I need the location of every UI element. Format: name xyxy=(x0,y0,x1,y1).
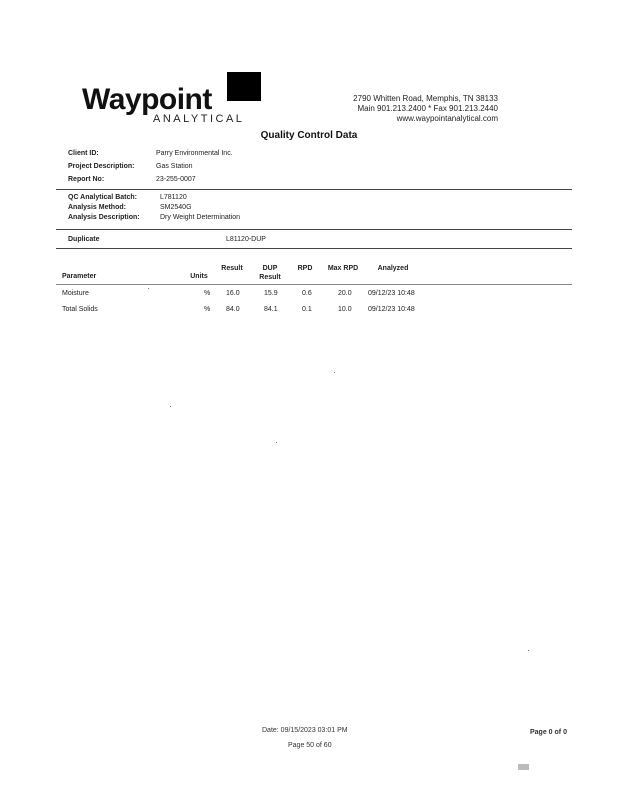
cell-max-rpd: 20.0 xyxy=(338,290,352,297)
divider-duplicate xyxy=(56,248,572,249)
logo-wordmark: Waypoint xyxy=(82,83,212,116)
cell-dup-result: 84.1 xyxy=(264,306,278,313)
col-header-parameter: Parameter xyxy=(62,273,97,280)
cell-analyzed: 09/12/23 10:48 xyxy=(368,306,415,313)
method-label: Analysis Method: xyxy=(68,204,126,211)
cell-rpd: 0.1 xyxy=(302,306,312,313)
scan-speck xyxy=(276,442,277,443)
cell-parameter: Total Solids xyxy=(62,306,98,313)
logo-subtitle: ANALYTICAL xyxy=(153,113,245,125)
col-header-result: Result xyxy=(221,265,243,272)
project-label: Project Description: xyxy=(68,163,135,170)
batch-value: L781120 xyxy=(160,194,187,201)
page-title: Quality Control Data xyxy=(260,130,358,141)
cell-max-rpd: 10.0 xyxy=(338,306,352,313)
cell-result: 84.0 xyxy=(226,306,240,313)
duplicate-value: L81120-DUP xyxy=(226,236,266,243)
footer-date: Date: 09/15/2023 03:01 PM xyxy=(262,727,348,734)
logo-square xyxy=(227,72,261,101)
duplicate-label: Duplicate xyxy=(68,236,100,243)
footer-page-center: Page 50 of 60 xyxy=(288,742,332,749)
cell-result: 16.0 xyxy=(226,290,240,297)
cell-parameter: Moisture xyxy=(62,290,89,297)
address-street: 2790 Whitten Road, Memphis, TN 38133 xyxy=(353,94,498,103)
scan-speck xyxy=(170,406,171,407)
cell-analyzed: 09/12/23 10:48 xyxy=(368,290,415,297)
batch-label: QC Analytical Batch: xyxy=(68,194,137,201)
cell-units: % xyxy=(204,306,211,313)
description-value: Dry Weight Determination xyxy=(160,214,241,221)
col-header-units: Units xyxy=(190,273,208,280)
divider-middle xyxy=(56,229,572,230)
table-header-divider xyxy=(56,284,572,285)
divider-top xyxy=(56,189,572,190)
scan-stamp-mark xyxy=(518,764,529,770)
cell-units: % xyxy=(204,290,211,297)
report-label: Report No: xyxy=(68,176,105,183)
description-label: Analysis Description: xyxy=(68,214,140,221)
report-value: 23-255-0007 xyxy=(156,176,196,183)
scan-speck xyxy=(334,372,335,373)
method-value: SM2540G xyxy=(160,204,192,211)
client-id-value: Parry Environmental Inc. xyxy=(156,150,233,157)
col-header-rpd: RPD xyxy=(297,265,313,272)
address-phone: Main 901.213.2400 * Fax 901.213.2440 xyxy=(357,104,498,113)
address-website: www.waypointanalytical.com xyxy=(396,114,498,123)
col-header-dup-result: DUP Result xyxy=(259,265,281,281)
col-header-max-rpd: Max RPD xyxy=(327,265,359,272)
cell-dup-result: 15.9 xyxy=(264,290,278,297)
scan-speck xyxy=(148,288,149,289)
col-header-analyzed: Analyzed xyxy=(377,265,409,272)
client-id-label: Client ID: xyxy=(68,150,99,157)
footer-page-right: Page 0 of 0 xyxy=(530,729,567,736)
cell-rpd: 0.6 xyxy=(302,290,312,297)
scan-speck xyxy=(528,650,529,651)
project-value: Gas Station xyxy=(156,163,193,170)
